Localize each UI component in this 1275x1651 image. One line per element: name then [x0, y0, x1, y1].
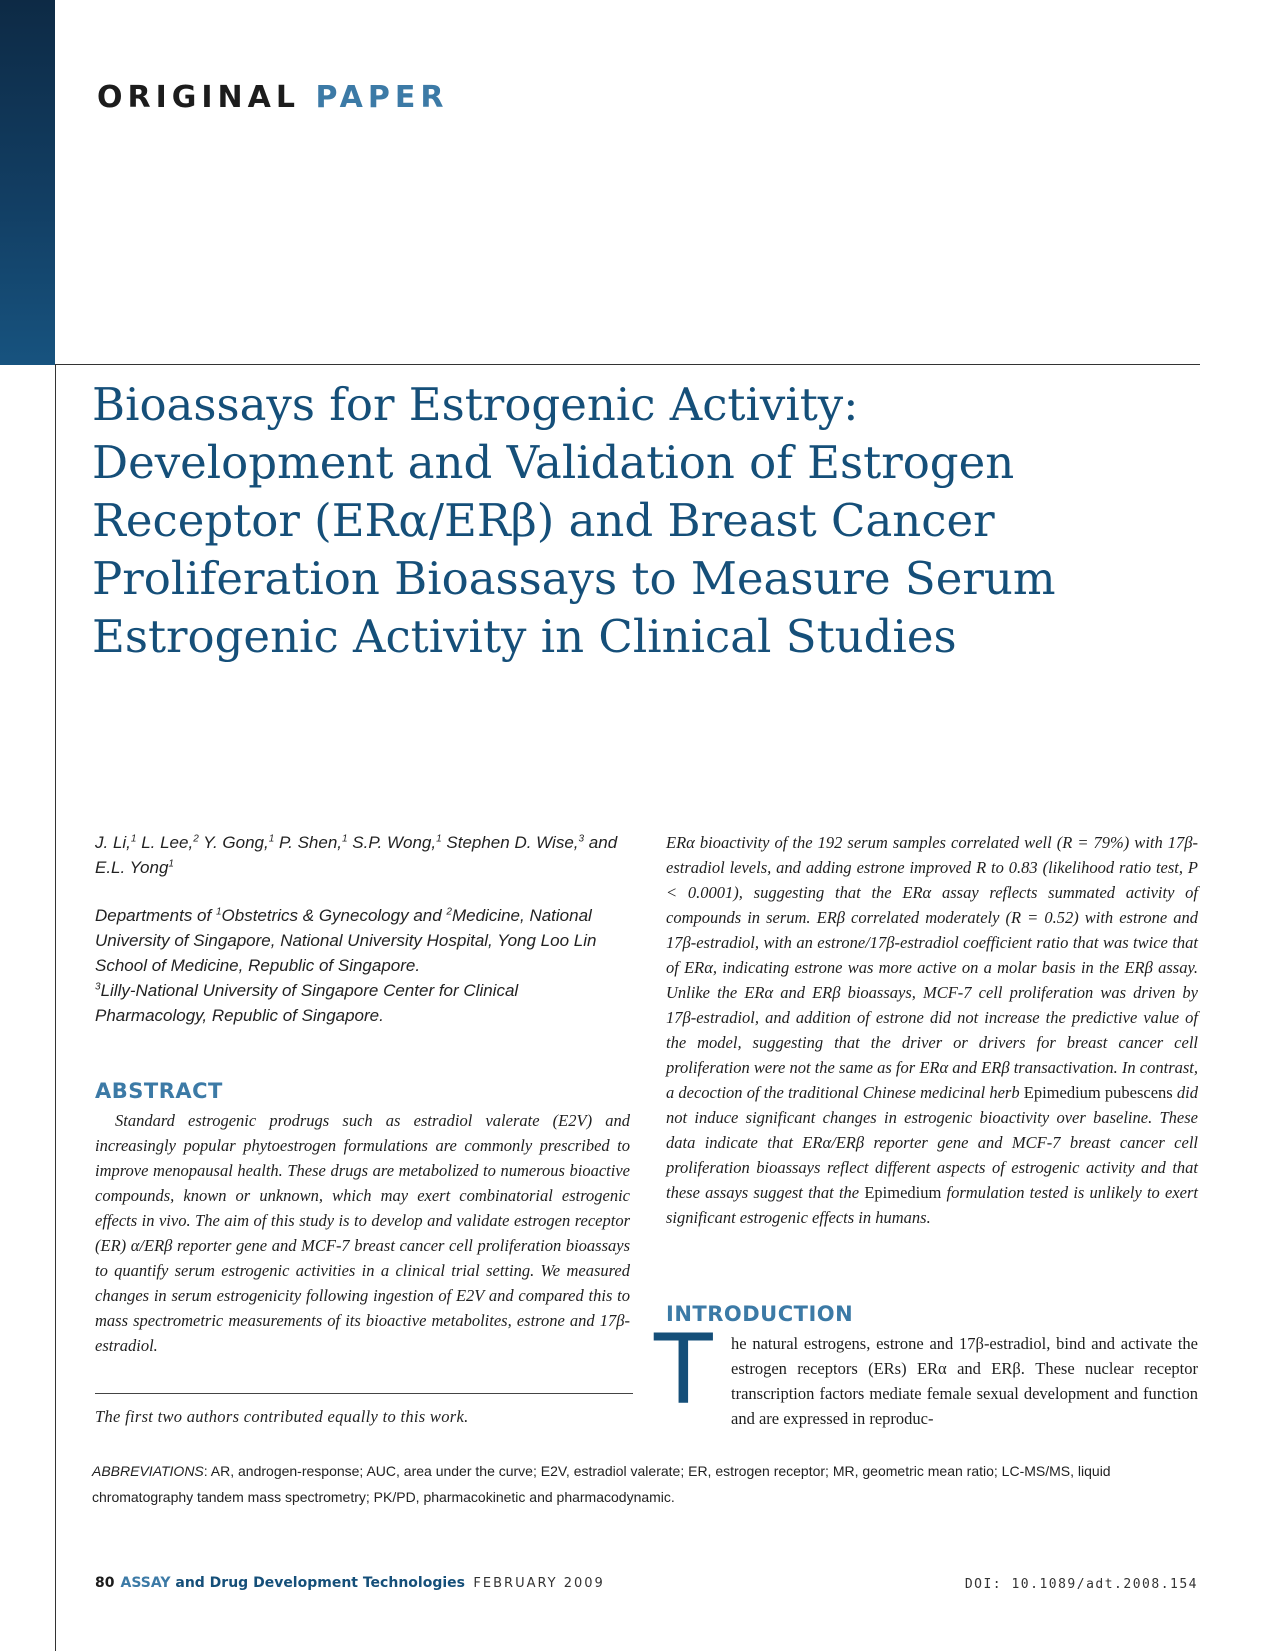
genus-name: Epimedium	[864, 1183, 942, 1202]
section-label	[97, 80, 449, 115]
footnote: The first two authors contributed equally to this work.	[95, 1407, 469, 1426]
affiliations	[95, 903, 635, 1028]
abbreviations-text: : AR, androgen-response; AUC, area under the curve; E2V, estradiol valerate; ER, estrogen receptor; MR, geometric mean ratio; LC-MS/MS, liquid chromatography tandem mass spectrometry; PK/PD, pharmacokinetic and pharmacodynamic.	[92, 1463, 1111, 1505]
affiliation-1: Departments of $^1$Obstetrics & Gynecology and $^2$Medicine, National University of Singapore, National University Hospital, Yong Loo Lin School of Medicine, Republic of Singapore.	[95, 906, 597, 975]
herb-name: Epimedium pubescens	[1023, 1083, 1173, 1102]
abbreviations-label: ABBREVIATIONS	[92, 1463, 204, 1479]
section-label-original: ORIGINAL	[97, 80, 300, 115]
journal-name-part2: and Drug Development Technologies	[170, 1575, 465, 1591]
drop-cap: T	[654, 1314, 713, 1426]
title-line: Proliferation Bioassays to Measure Serum	[92, 552, 1056, 605]
doi: DOI: 10.1089/adt.2008.154	[964, 1577, 1198, 1592]
title-line: Estrogenic Activity in Clinical Studies	[92, 610, 957, 663]
page-number: 80	[95, 1575, 115, 1591]
introduction-text: he natural estrogens, estrone and 17β-estradiol, bind and activate the estrogen receptors (ERs) ERα and ERβ. These nuclear receptor transcription factors mediate female sexual development and function and are expressed in reproduc-	[731, 1334, 1198, 1428]
author-block	[95, 830, 635, 1028]
title-line: Bioassays for Estrogenic Activity:	[92, 378, 859, 431]
title-line: Receptor (ERα/ERβ) and Breast Cancer	[92, 494, 995, 547]
introduction-heading: INTRODUCTION	[666, 1302, 854, 1326]
abstract-text-right: ERα bioactivity of the 192 serum samples correlated well (R = 79%) with 17β-estradiol levels, and adding estrone improved R to 0.83 (likelihood ratio test, P < 0.0001), suggesting that the ERα assay reflects summated activity of compounds in serum. ERβ correlated moderately (R = 0.52) with estrone and 17β-estradiol, with an estrone/17β-estradiol coefficient ratio that was twice that of ERα, indicating estrone was more active on a molar basis in the ERβ assay. Unlike the ERα and ERβ bioassays, MCF-7 cell proliferation was driven by 17β-estradiol, and addition of estrone did not increase the predictive value of the model, suggesting that the driver or drivers for breast cancer cell proliferation were not the same as for ERα and ERβ transactivation. In contrast, a decoction of the traditional Chinese medicinal herb Epimedium pubescens did not induce significant changes in estrogenic bioactivity over baseline. These data indicate that ERα/ERβ reporter gene and MCF-7 breast cancer cell proliferation bioassays reflect different aspects of estrogenic activity and that these assays suggest that the Epimedium formulation tested is unlikely to exert significant estrogenic effects in humans.	[666, 833, 1198, 1227]
title-line: Development and Validation of Estrogen	[92, 436, 1015, 489]
footnote-divider	[95, 1393, 633, 1394]
journal-name-part1: ASSAY	[120, 1575, 171, 1591]
author-list: J. Li,$^1$ L. Lee,$^2$ Y. Gong,$^1$ P. Shen,$^1$ S.P. Wong,$^1$ Stephen D. Wise,$^3$ and E.L. Yong$^1$	[95, 833, 618, 877]
article-title	[92, 376, 1172, 666]
section-label-paper: PAPER	[315, 80, 449, 115]
abstract-heading: ABSTRACT	[95, 1079, 223, 1103]
abbreviations	[92, 1458, 1198, 1510]
decorative-side-bar	[0, 0, 55, 365]
affiliation-2: $^3$Lilly-National University of Singapore Center for Clinical Pharmacology, Republic of Singapore.	[95, 981, 519, 1025]
issue-date: FEBRUARY 2009	[473, 1576, 605, 1591]
abstract-text-left: Standard estrogenic prodrugs such as estradiol valerate (E2V) and increasingly popular phytoestrogen formulations are commonly prescribed to improve menopausal health. These drugs are metabolized to numerous bioactive compounds, known or unknown, which may exert combinatorial estrogenic effects in vivo. The aim of this study is to develop and validate estrogen receptor (ER) α/ERβ reporter gene and MCF-7 breast cancer cell proliferation bioassays to quantify serum estrogenic activities in a clinical trial setting. We measured changes in serum estrogenicity following ingestion of E2V and compared this to mass spectrometric measurements of its bioactive metabolites, estrone and 17β-estradiol.	[95, 1111, 630, 1355]
left-margin-rule	[55, 365, 56, 1651]
page-footer	[95, 1575, 605, 1591]
header-divider	[55, 364, 1200, 365]
